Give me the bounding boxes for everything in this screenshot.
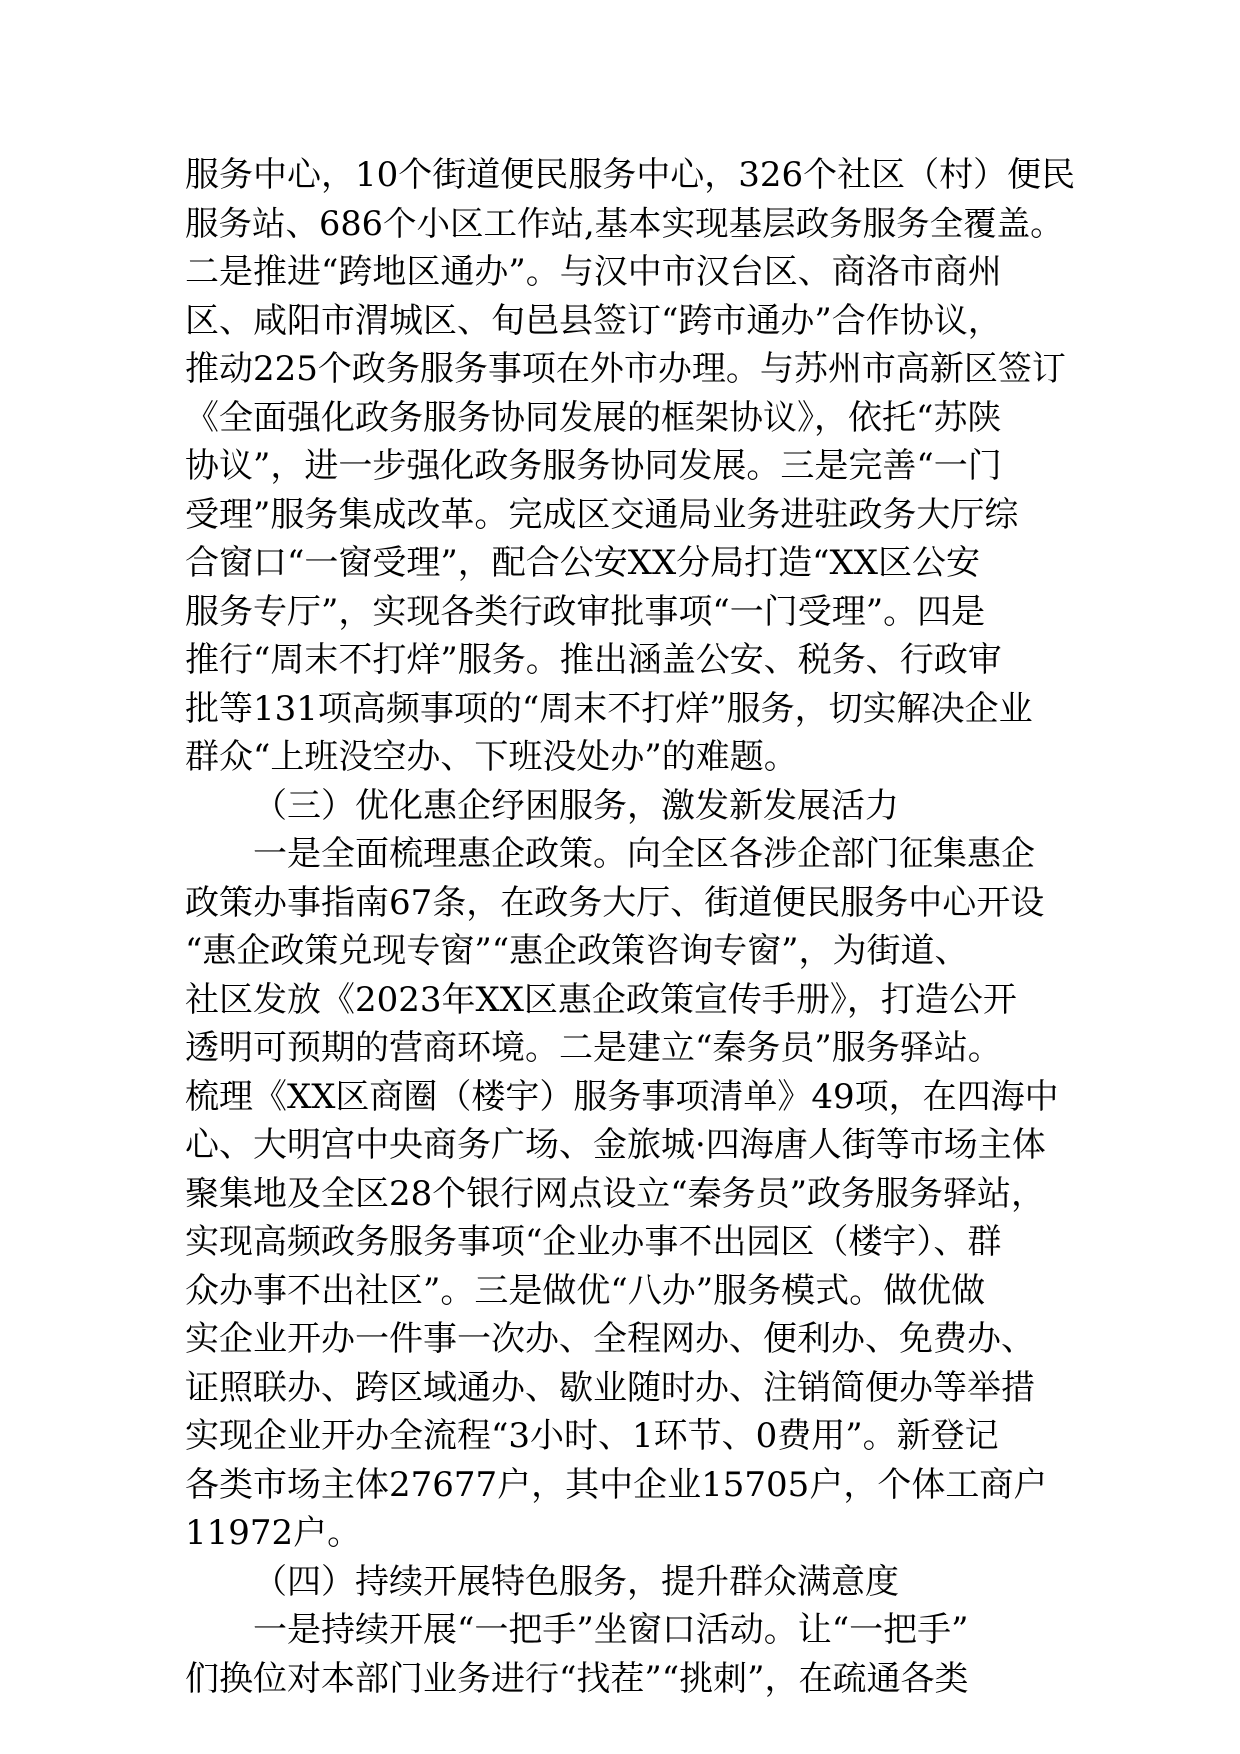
paragraph-start-line: （三）优化惠企纾困服务，激发新发展活力 (253, 785, 899, 826)
text-line: 透明可预期的营商环境。二是建立“秦务员”服务驿站。 (185, 1028, 1002, 1068)
text-line: 证照联办、跨区域通办、歇业随时办、注销简便办等举措 (185, 1367, 1035, 1408)
text-line: 社区发放《2023年XX区惠企政策宣传手册》，打造公开 (185, 979, 1017, 1020)
text-line: 政策办事指南67条，在政务大厅、街道便民服务中心开设 (185, 882, 1045, 923)
text-line: 服务站、686个小区工作站,基本实现基层政务服务全覆盖。 (185, 203, 1064, 243)
text-line: 众办事不出社区”。三是做优“八办”服务模式。做优做 (185, 1270, 986, 1311)
text-line: 实现高频政务服务事项“企业办事不出园区（楼宇）、群 (185, 1222, 1002, 1262)
text-line: 二是推进“跨地区通办”。与汉中市汉台区、商洛市商州 (185, 252, 1002, 292)
text-line: “惠企政策兑现专窗”“惠企政策咨询专窗”，为街道、 (185, 931, 969, 971)
paragraph-start-line: 一是全面梳理惠企政策。向全区各涉企部门征集惠企 (253, 834, 1035, 874)
paragraph-start-line: （四）持续开展特色服务，提升群众满意度 (253, 1561, 899, 1602)
text-line: 服务专厅”，实现各类行政审批事项“一门受理”。四是 (185, 591, 986, 632)
text-line: 协议”，进一步强化政务服务协同发展。三是完善“一门 (185, 446, 1002, 486)
text-line: 梳理《XX区商圈（楼宇）服务事项清单》49项，在四海中 (185, 1076, 1059, 1117)
text-line: 实企业开办一件事一次办、全程网办、便利办、免费办、 (185, 1319, 1035, 1359)
text-line: 区、咸阳市渭城区、旬邑县签订“跨市通办”合作协议， (185, 300, 1002, 341)
text-line: 心、大明宫中央商务广场、金旅城·四海唐人街等市场主体 (185, 1125, 1046, 1165)
document-body (185, 151, 1075, 1703)
text-line: 合窗口“一窗受理”，配合公安XX分局打造“XX区公安 (185, 543, 980, 583)
text-line: 《全面强化政务服务协同发展的框架协议》，依托“苏陕 (185, 397, 1002, 438)
text-line: 实现企业开办全流程“3小时、1环节、0费用”。新登记 (185, 1416, 999, 1456)
text-line: 各类市场主体27677户，其中企业15705户，个体工商户 (185, 1464, 1048, 1505)
text-line: 服务中心，10个街道便民服务中心，326个社区（村）便民 (185, 155, 1076, 195)
text-line: 聚集地及全区28个银行网点设立“秦务员”政务服务驿站， (185, 1173, 1046, 1214)
text-line: 11972户。 (185, 1513, 362, 1553)
text-line: 群众“上班没空办、下班没处办”的难题。 (185, 737, 798, 777)
text-line: 批等131项高频事项的“周末不打烊”服务，切实解决企业 (185, 688, 1033, 729)
text-line: 推行“周末不打烊”服务。推出涵盖公安、税务、行政审 (185, 640, 1002, 680)
text-line: 推动225个政务服务事项在外市办理。与苏州市高新区签订 (185, 349, 1066, 389)
paragraph-start-line: 一是持续开展“一把手”坐窗口活动。让“一把手” (253, 1610, 969, 1650)
text-line: 们换位对本部门业务进行“找茬”“挑刺”，在疏通各类 (185, 1658, 969, 1699)
text-line: 受理”服务集成改革。完成区交通局业务进驻政务大厅综 (185, 494, 1019, 535)
